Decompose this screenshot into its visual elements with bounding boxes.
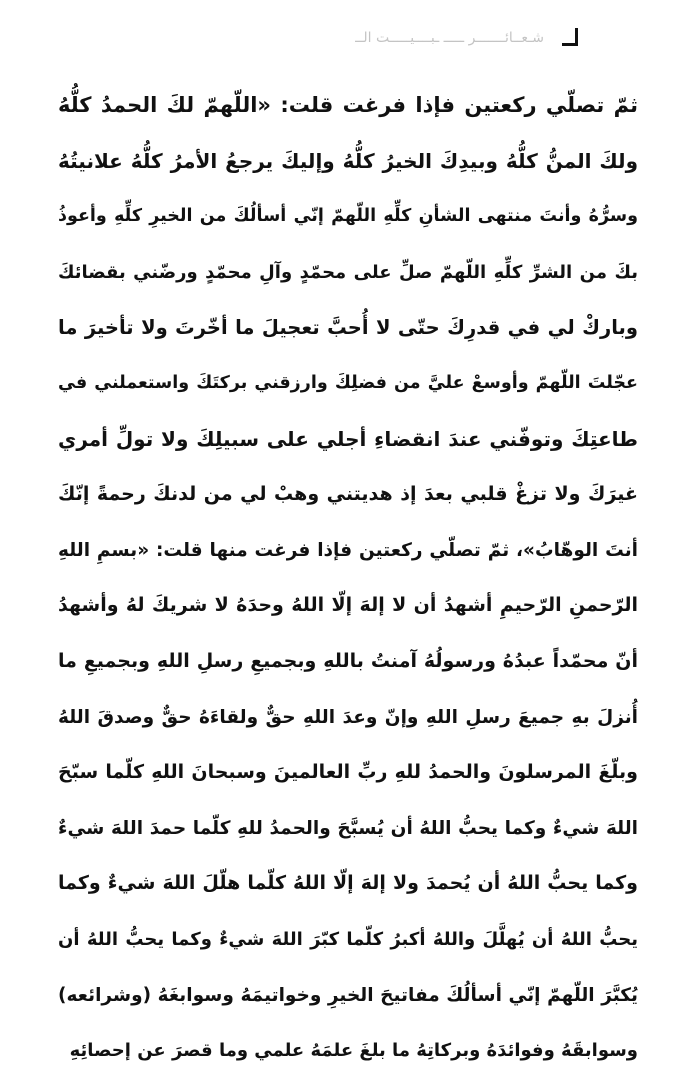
text-line: يُكبَّرَ اللّهمّ إنّي أسألُكَ مفاتيحَ الخيرِ وخواتيمَهُ وسوابغَهُ (وشرائعه)	[58, 984, 638, 1006]
text-line: وسوابقَهُ وفوائدَهُ وبركاتِهُ ما بلغَ علمَهُ علمي وما قصرَ عن إحصائِهِ	[69, 1040, 638, 1062]
text-line: وكما يحبُّ اللهُ أن يُحمدَ ولا إلهَ إلّا اللهُ كلّما هلّلَ اللهَ شيءٌ وكما	[58, 872, 638, 895]
body-text	[58, 78, 638, 1079]
text-line: وسرُّهُ وأنتَ منتهى الشأنِ كلِّهِ اللّهمّ إنّي أسألُكَ من الخيرِ كلِّهِ وأعوذُ	[58, 206, 638, 227]
text-line: الرّحمنِ الرّحيمِ أشهدُ أن لا إلهَ إلّا اللهُ وحدَهُ لا شريكَ لهُ وأشهدُ	[58, 594, 638, 617]
text-line: طاعتِكَ وتوفّني عندَ انقضاءِ أجلي على سبيلِكَ ولا تولِّ أمري	[58, 426, 638, 451]
text-line: بكَ من الشرِّ كلِّهِ اللّهمّ صلِّ على محمّدٍ وآلِ محمّدٍ ورضّني بقضائكَ	[58, 261, 638, 283]
text-line: ولكَ المنُّ كلُّهُ وبيدِكَ الخيرُ كلُّهُ وإليكَ يرجعُ الأمرُ كلُّهُ علانيتُهُ	[58, 148, 638, 173]
text-line: عجّلتَ اللّهمّ وأوسعْ عليَّ من فضلِكَ وارزقني بركتَكَ واستعملني في	[58, 372, 638, 393]
text-line: أنتَ الوهّابُ»، ثمّ تصلّي ركعتين فإذا فرغت منها قلت: «بسمِ اللهِ	[58, 539, 638, 561]
text-line: يحبُّ اللهُ أن يُهلَّلَ واللهُ أكبرُ كلّما كبّرَ اللهَ شيءٌ وكما يحبُّ اللهُ أن	[58, 928, 638, 950]
text-line: أُنزلَ بهِ جميعَ رسلِ اللهِ وإنّ وعدَ اللهِ حقٌّ ولقاءَهُ حقٌّ وصدقَ اللهُ	[58, 706, 638, 728]
text-line: غيرَكَ ولا تزغْ قلبي بعدَ إذ هديتني وهبْ لي من لدنكَ رحمةً إنّكَ	[58, 483, 638, 506]
text-line: وبلّغَ المرسلونَ والحمدُ للهِ ربِّ العالمينَ وسبحانَ اللهِ كلّما سبّحَ	[58, 761, 638, 784]
text-line: وباركْ لي في قدرِكَ حتّى لا أُحبَّ تعجيلَ ما أخّرتَ ولا تأخيرَ ما	[58, 316, 638, 340]
text-line: ثمّ تصلّي ركعتين فإذا فرغت قلت: «اللّهمّ لكَ الحمدُ كلُّهُ	[58, 93, 638, 117]
running-title: شـعــائـــــــر ـــــ ـبــــيـــــت الــ	[355, 30, 544, 46]
header-corner-mark	[556, 28, 578, 46]
text-line: اللهَ شيءٌ وكما يحبُّ اللهُ أن يُسبَّحَ والحمدُ للهِ كلّما حمدَ اللهَ شيءٌ	[58, 817, 638, 839]
text-line: أنّ محمّداً عبدُهُ ورسولُهُ آمنتُ باللهِ وبجميعِ رسلِ اللهِ وبجميعِ ما	[58, 649, 638, 672]
page-header	[258, 28, 578, 52]
